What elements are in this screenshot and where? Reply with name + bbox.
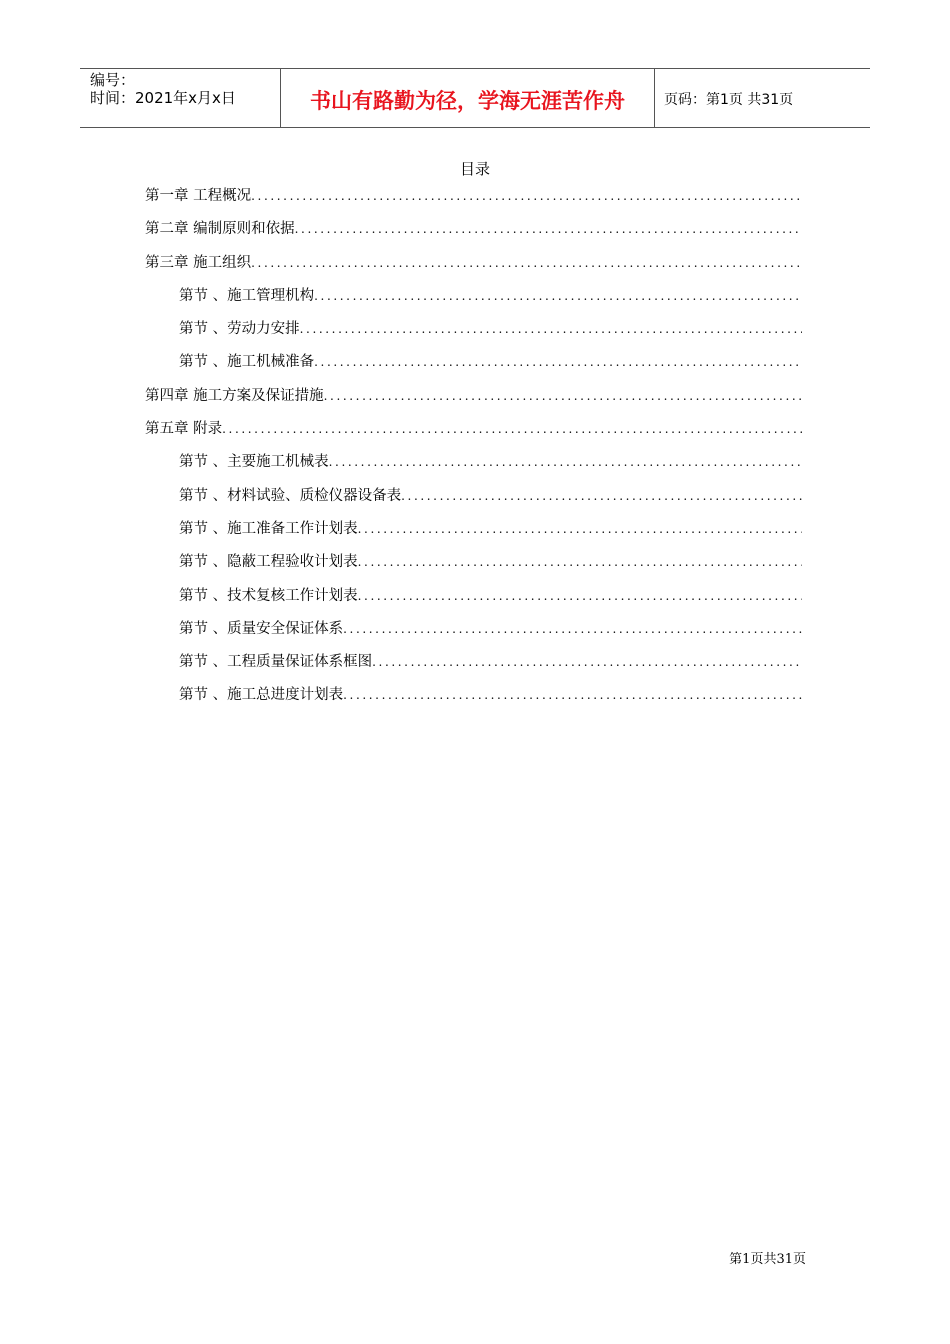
toc-entry-label: 第节 、劳动力安排	[179, 321, 300, 338]
toc-chapter-entry[interactable]	[145, 213, 802, 246]
toc-entry-label: 第节 、施工总进度计划表	[179, 687, 344, 704]
toc-section-entry[interactable]	[145, 679, 802, 712]
header-meta	[80, 69, 281, 127]
toc-dot-leader	[343, 679, 802, 712]
table-of-contents	[145, 180, 802, 713]
toc-entry-label: 第一章 工程概况	[145, 188, 252, 204]
toc-section-entry[interactable]	[145, 546, 802, 579]
toc-entry-label: 第三章 施工组织	[145, 254, 252, 271]
toc-dot-leader	[358, 546, 802, 579]
toc-dot-leader	[358, 513, 802, 546]
toc-entry-label: 第节 、施工机械准备	[179, 354, 315, 371]
toc-dot-leader	[329, 446, 802, 479]
toc-entry-label: 第四章 施工方案及保证措施	[145, 387, 324, 404]
toc-entry-label: 第节 、工程质量保证体系框图	[179, 654, 373, 671]
toc-entry-label: 第节 、施工管理机构	[179, 287, 315, 304]
toc-section-entry[interactable]	[145, 280, 802, 313]
header-motto: 书山有路勤为径，学海无涯苦作舟	[281, 69, 655, 127]
toc-section-entry[interactable]	[145, 513, 802, 546]
header-page-info: 页码：第1页 共31页	[664, 92, 794, 108]
toc-chapter-entry[interactable]	[145, 247, 802, 280]
toc-dot-leader	[251, 180, 802, 213]
document-number-label: 编号：	[90, 71, 136, 89]
toc-entry-label: 第节 、隐蔽工程验收计划表	[179, 554, 358, 571]
toc-entry-label: 第节 、质量安全保证体系	[179, 620, 344, 637]
toc-chapter-entry[interactable]	[145, 413, 802, 446]
toc-entry-label: 第五章 附录	[145, 421, 223, 438]
toc-dot-leader	[314, 346, 802, 379]
toc-section-entry[interactable]	[145, 446, 802, 479]
toc-section-entry[interactable]	[145, 480, 802, 513]
toc-chapter-entry[interactable]	[145, 380, 802, 413]
toc-dot-leader	[343, 613, 802, 646]
toc-section-entry[interactable]	[145, 613, 802, 646]
toc-dot-leader	[222, 413, 802, 446]
toc-title: 目录	[459, 160, 490, 178]
toc-entry-label: 第节 、主要施工机械表	[179, 454, 329, 471]
toc-dot-leader	[295, 213, 802, 246]
toc-chapter-entry[interactable]	[145, 180, 802, 213]
page-header	[80, 68, 870, 128]
toc-section-entry[interactable]	[145, 346, 802, 379]
toc-dot-leader	[372, 646, 802, 679]
toc-dot-leader	[251, 247, 802, 280]
document-date: 时间：2021年x月x日	[90, 89, 236, 107]
toc-section-entry[interactable]	[145, 580, 802, 613]
toc-dot-leader	[314, 280, 802, 313]
footer-page-number: 第1页共31页	[729, 1252, 806, 1267]
toc-entry-label: 第节 、技术复核工作计划表	[179, 587, 358, 604]
toc-entry-label: 第节 、施工准备工作计划表	[179, 520, 358, 537]
toc-section-entry[interactable]	[145, 646, 802, 679]
toc-entry-label: 第节 、材料试验、质检仪器设备表	[179, 487, 402, 504]
toc-dot-leader	[324, 380, 802, 413]
toc-dot-leader	[401, 480, 802, 513]
toc-entry-label: 第二章 编制原则和依据	[145, 221, 295, 238]
toc-dot-leader	[300, 313, 802, 346]
toc-section-entry[interactable]	[145, 313, 802, 346]
toc-dot-leader	[358, 580, 802, 613]
